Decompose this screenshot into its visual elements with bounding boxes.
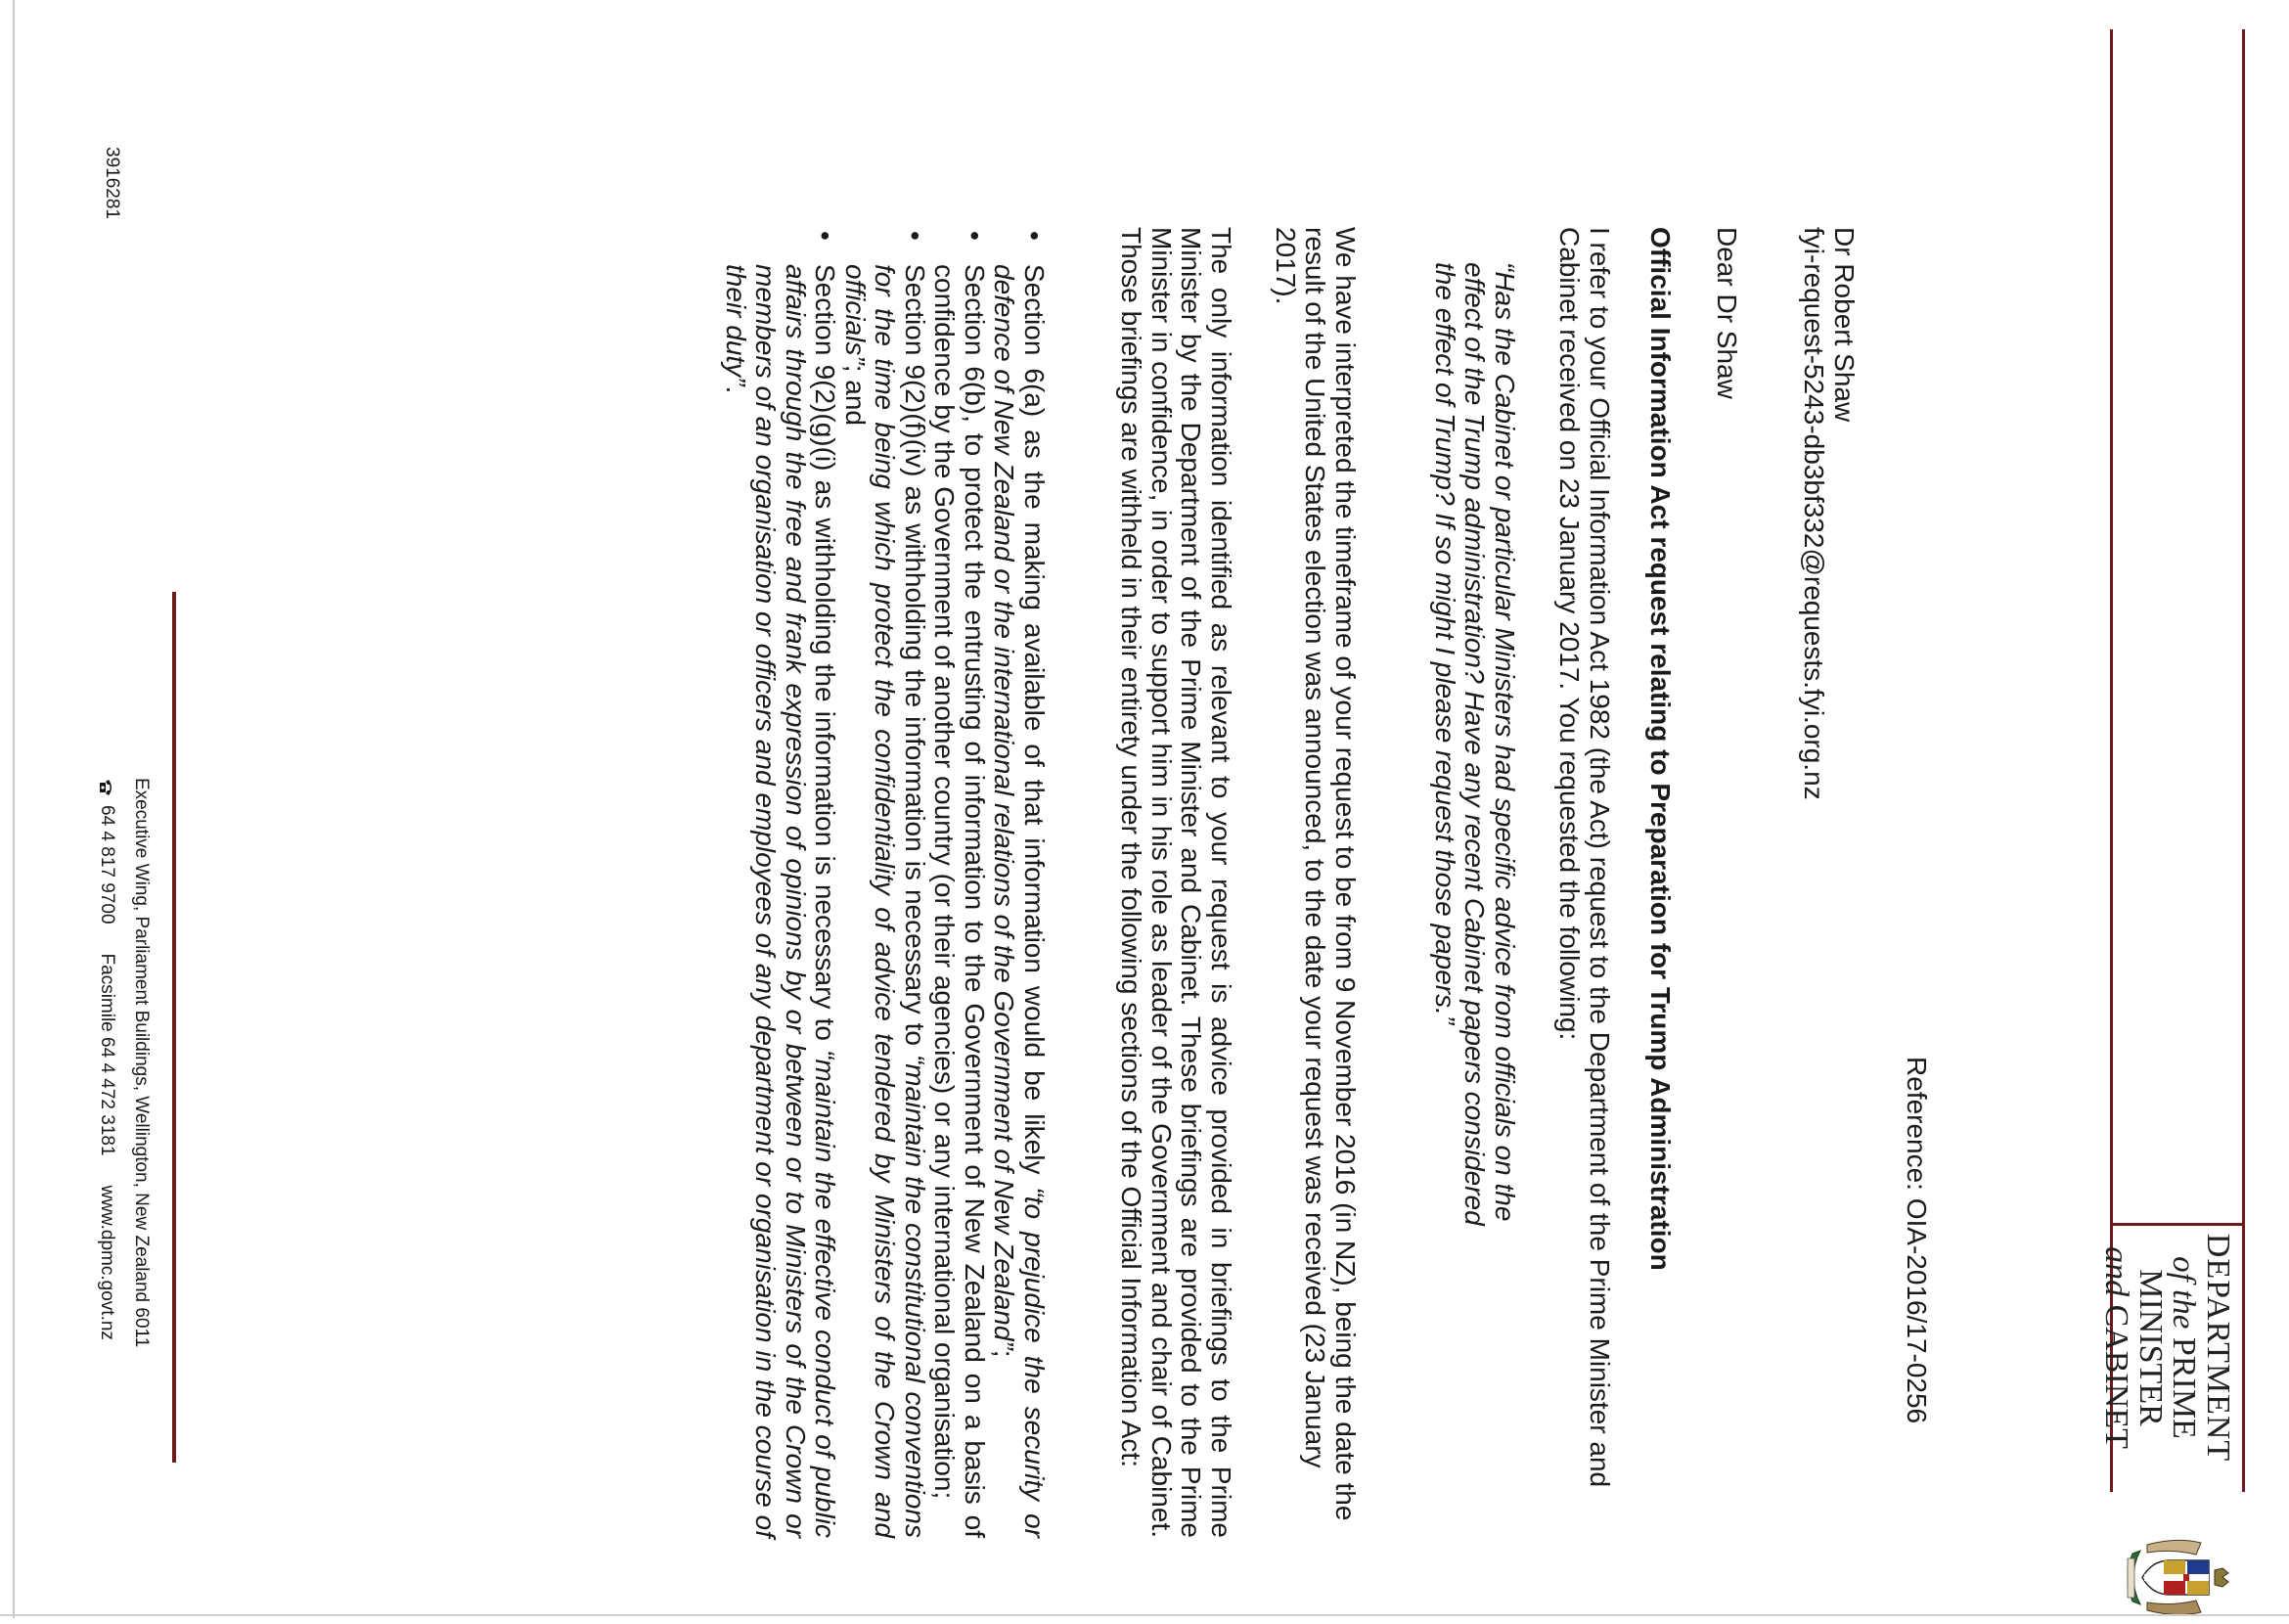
header-rule-top [2242, 29, 2245, 1492]
scan-edge-line-side [0, 1614, 2289, 1616]
bullet-icon: • [960, 231, 990, 241]
list-item [721, 227, 840, 1538]
footer-address: Executive Wing, Parliament Buildings, Wellington, New Zealand 6011 [131, 778, 152, 1348]
list-item [989, 227, 1049, 1538]
recipient-email: fyi-request-5243-db3bf332@requests.fyi.org.nz [1799, 227, 1830, 800]
scan-edge-line [13, 0, 15, 1618]
withholding-sections-list [721, 227, 1050, 1538]
dept-line-2 [2132, 1233, 2203, 1463]
footer-facsimile: Facsimile 64 4 472 3181 [97, 953, 117, 1156]
dept-line-2-main: PRIME MINISTER [2132, 1269, 2203, 1439]
dept-line-2-prefix: of the [2166, 1256, 2202, 1330]
header-divider [2113, 1223, 2242, 1226]
paragraph-timeframe: We have interpreted the timeframe of your request to be from 9 November 2016 (in NZ), being the date the result of the United States election was announced, to the date your request was received (23 January 2017). [1271, 227, 1361, 1521]
bullet-tail: ; and [840, 364, 871, 426]
bullet-quote: “maintain the effective conduct of public affairs through the free and frank expression of opinions by or between or to Ministers of the Crown or members of an organisation or officers and employees of any department or organisation in the course of their duty” [721, 264, 841, 1538]
bullet-lead: Section 9(2)(f)(iv) as withholding the information is necessary to [900, 264, 930, 1055]
subject-heading: Official Information Act request relating to Preparation for Trump Administration [1645, 227, 1676, 1271]
bullet-quote: “to prejudice the security or defence of New Zealand or the international relations of the Government of New Zealand” [989, 264, 1050, 1539]
bullet-icon: • [810, 231, 841, 241]
recipient-name: Dr Robert Shaw [1829, 227, 1860, 423]
reference-number: Reference: OIA-2016/17-0256 [1902, 1057, 1932, 1424]
bullet-tail: . [721, 385, 751, 394]
list-item [929, 227, 989, 1538]
paragraph-intro: I refer to your Official Information Act 1982 (the Act) request to the Department of the Prime Minister and Cabinet received on 23 January 2017. You requested the following: [1554, 227, 1615, 1488]
bullet-tail: ; [989, 1349, 1020, 1358]
document-number: 3916281 [102, 147, 122, 219]
request-quote: “Has the Cabinet or particular Ministers had specific advice from officials on the effect of the Trump administration? Have any recent Cabinet papers considered the effect of Trump? If so might I please request those papers.” [1430, 262, 1520, 1226]
telephone-icon [99, 778, 114, 797]
recipient-block [1799, 227, 1859, 1107]
dept-line-3 [2098, 1233, 2132, 1463]
footer-phone: 64 4 817 9700 [97, 805, 117, 925]
dept-line-1: DEPARTMENT [2200, 1233, 2236, 1463]
footer-contact [96, 778, 117, 1370]
bullet-lead: Section 9(2)(g)(i) as withholding the information is necessary to [810, 264, 841, 1051]
bullet-quote: “maintain the constitutional conventions for the time being which protect the confidentiality of advice tendered by Ministers of the Crown and officials” [840, 264, 930, 1538]
dept-line-3-prefix: and [2097, 1246, 2134, 1297]
footer-rule [172, 592, 176, 1463]
bullet-icon: • [900, 231, 930, 241]
nz-coat-of-arms-icon [2123, 1531, 2230, 1624]
bullet-lead: Section 6(a) as the making available of that information would be likely [1019, 264, 1050, 1188]
dept-line-3-main: CABINET [2097, 1304, 2134, 1449]
bullet-icon: • [1019, 231, 1050, 241]
department-name [2097, 1233, 2242, 1463]
salutation: Dear Dr Shaw [1712, 227, 1742, 399]
footer-website: www.dpmc.govt.nz [97, 1185, 117, 1340]
list-item [840, 227, 930, 1538]
paragraph-withholding: The only information identified as relevant to your request is advice provided in briefings to the Prime Minister by the Department of the Prime Minister and Cabinet. These briefings are provided to the Prime Minister in confidence, in order to support him in his role as leader of the Government and chair of Cabinet. Those briefings are withheld in their entirety under the following sections of the Official Information Act: [1116, 227, 1236, 1538]
bullet-lead: Section 6(b), to protect the entrusting of information to the Government of New Zealand on a basis of confidence by the Government of another country (or their agencies) or any international organisation; [929, 264, 990, 1538]
